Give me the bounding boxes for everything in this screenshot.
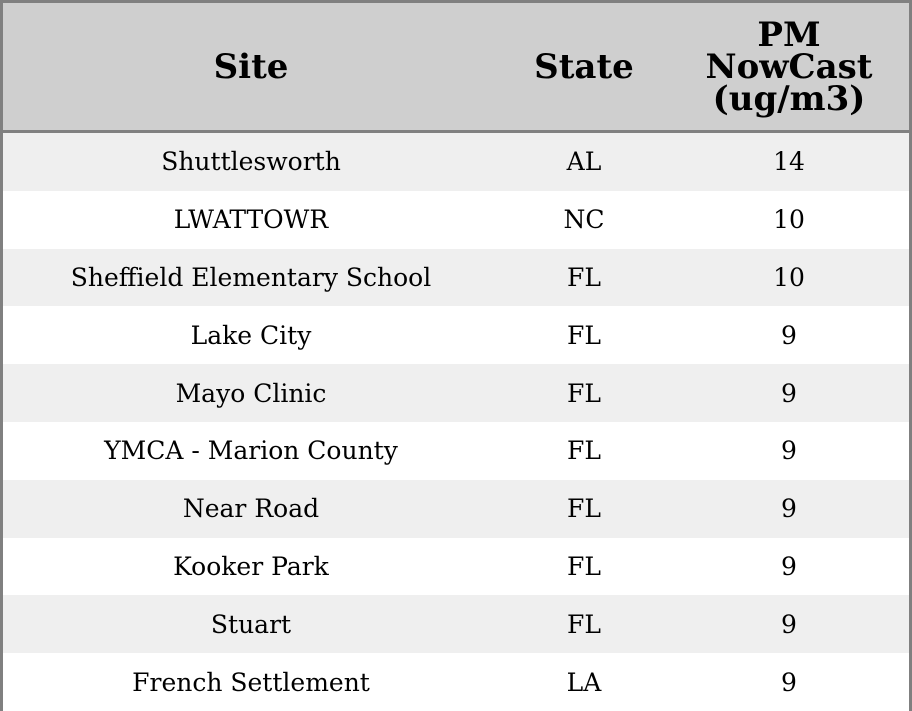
header-site: Site <box>213 46 289 87</box>
cell-state: FL <box>567 494 601 524</box>
cell-site: Lake City <box>190 320 312 350</box>
cell-pm-value: 9 <box>781 494 797 524</box>
cell-pm-value: 9 <box>781 320 797 350</box>
cell-site: Near Road <box>182 494 320 524</box>
header-pm-line-3: (ug/m3) <box>712 78 866 119</box>
header-pm-line-1: PM <box>757 14 821 55</box>
cell-site: Mayo Clinic <box>175 378 327 408</box>
table-row <box>3 480 909 538</box>
cell-site: Shuttlesworth <box>161 147 341 177</box>
table-row <box>3 133 909 191</box>
cell-state: FL <box>567 320 601 350</box>
header-pm-nowcast <box>669 3 909 130</box>
cell-site: Kooker Park <box>173 551 329 581</box>
cell-site: Sheffield Elementary School <box>70 262 432 292</box>
cell-state: FL <box>567 609 601 639</box>
cell-state: LA <box>566 667 602 697</box>
table-row <box>3 364 909 422</box>
table-row <box>3 595 909 653</box>
table-row <box>3 306 909 364</box>
cell-pm-value: 10 <box>773 262 805 292</box>
table-row <box>3 538 909 596</box>
header-state: State <box>534 46 634 87</box>
cell-state: FL <box>567 436 601 466</box>
table-row <box>3 422 909 480</box>
cell-pm-value: 9 <box>781 378 797 408</box>
cell-site: French Settlement <box>132 667 370 697</box>
cell-site: Stuart <box>210 609 292 639</box>
cell-pm-value: 9 <box>781 667 797 697</box>
cell-state: AL <box>566 147 602 177</box>
cell-pm-value: 9 <box>781 551 797 581</box>
table-row <box>3 653 909 711</box>
table-row <box>3 191 909 249</box>
cell-pm-value: 9 <box>781 436 797 466</box>
cell-pm-value: 9 <box>781 609 797 639</box>
table-row <box>3 249 909 307</box>
table-body <box>3 133 909 711</box>
cell-state: FL <box>567 551 601 581</box>
cell-pm-value: 14 <box>773 147 805 177</box>
cell-state: NC <box>563 205 605 235</box>
cell-state: FL <box>567 378 601 408</box>
table-header <box>3 3 909 133</box>
header-pm-line-2: NowCast <box>705 46 873 87</box>
cell-pm-value: 10 <box>773 205 805 235</box>
cell-site: YMCA - Marion County <box>104 436 398 466</box>
cell-site: LWATTOWR <box>173 205 329 235</box>
cell-state: FL <box>567 262 601 292</box>
